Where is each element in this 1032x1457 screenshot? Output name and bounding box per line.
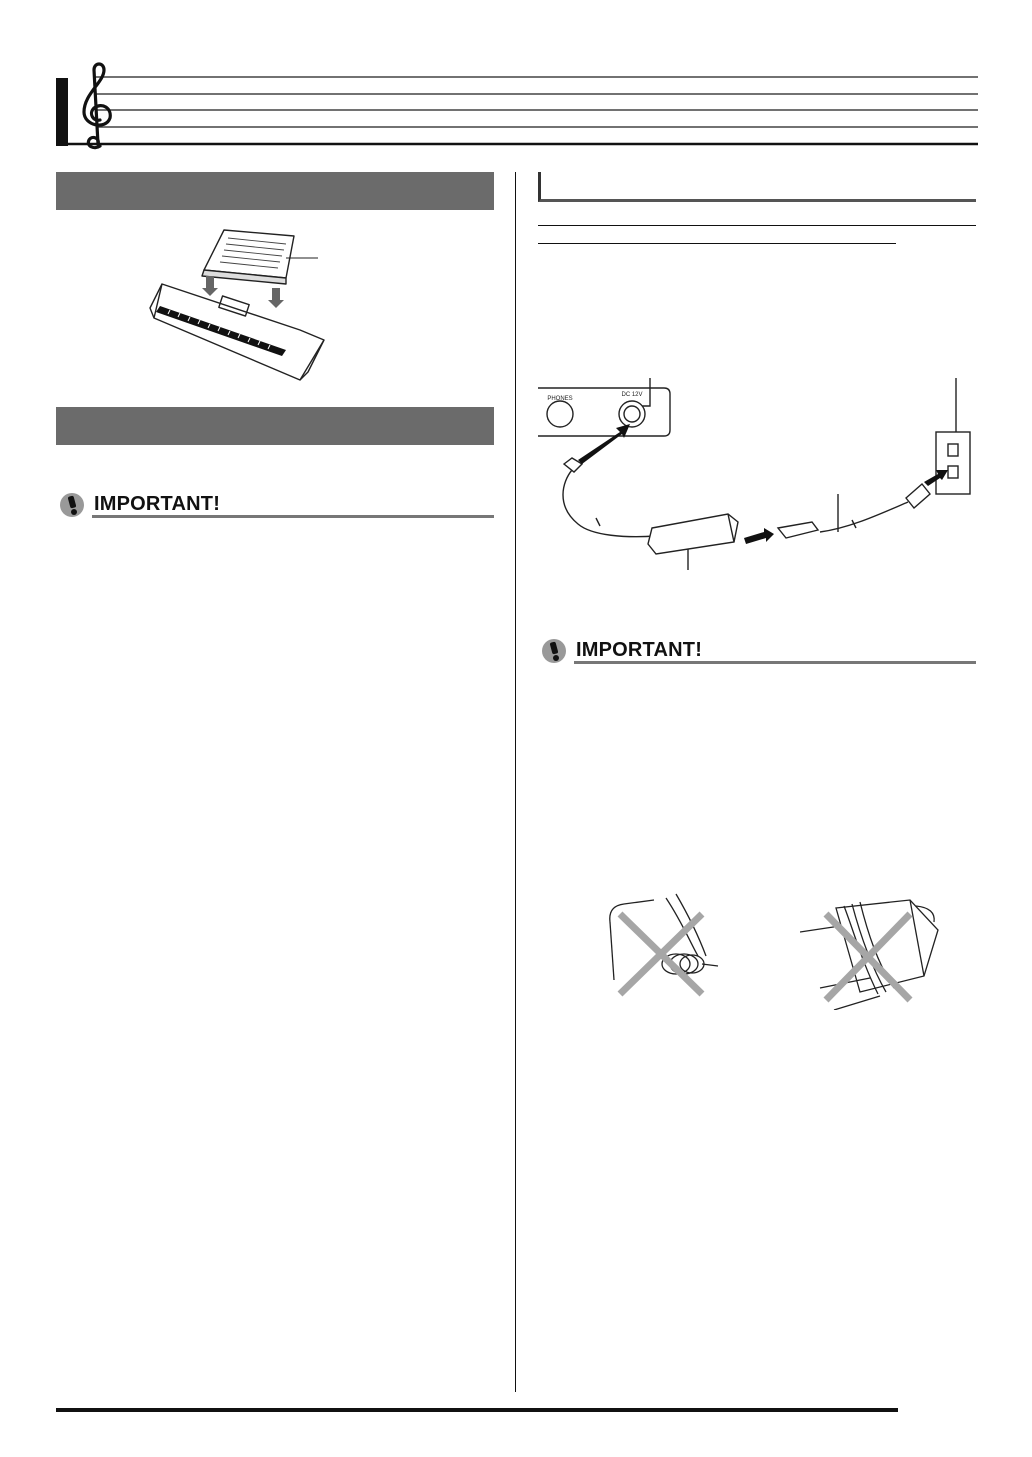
footer-rule xyxy=(56,1408,898,1412)
column-divider xyxy=(515,172,516,1392)
music-stand-illustration xyxy=(136,222,336,384)
important-notice xyxy=(58,491,494,519)
dc-jack-label: DC 12V xyxy=(621,392,643,398)
exclamation-icon xyxy=(540,637,568,665)
divider-rule xyxy=(538,243,896,244)
cord-bent-warning-illustration xyxy=(606,892,722,1000)
important-notice xyxy=(540,637,976,665)
cord-wrapped-warning-illustration xyxy=(800,892,940,1010)
section-header-bar-power xyxy=(56,407,494,445)
power-connection-diagram xyxy=(538,378,978,570)
phones-jack-label: PHONES xyxy=(547,396,573,402)
exclamation-icon xyxy=(58,491,86,519)
header-staff xyxy=(56,60,978,152)
divider-rule xyxy=(538,225,976,226)
subsection-heading-frame xyxy=(538,172,976,202)
section-header-bar-music-stand xyxy=(56,172,494,210)
important-label: IMPORTANT! xyxy=(94,493,221,515)
important-label: IMPORTANT! xyxy=(576,639,703,661)
